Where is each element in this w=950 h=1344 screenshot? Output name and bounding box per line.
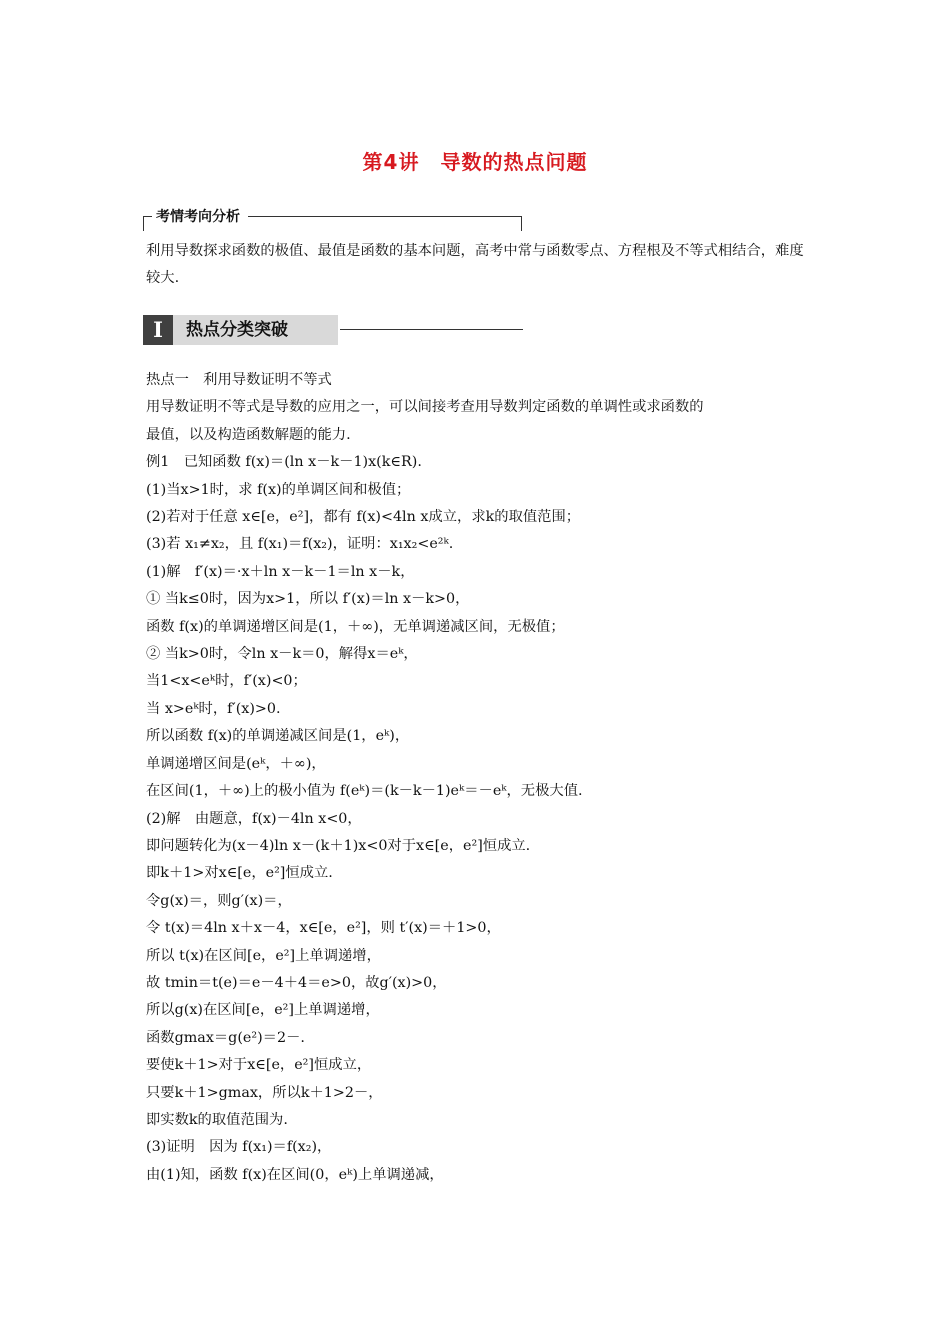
text-line: 函数gmax＝g(e²)＝2－.: [146, 1029, 305, 1046]
text-line: (3)证明 因为 f(x₁)＝f(x₂)，: [146, 1139, 332, 1156]
banner-rule: [340, 329, 523, 330]
page-title: 第4讲 导数的热点问题: [362, 150, 588, 174]
text-line: 即问题转化为(x－4)ln x－(k＋1)x<0对于x∈[e，e²]恒成立.: [146, 837, 531, 854]
text-line: 只要k＋1>gmax，所以k＋1>2－，: [146, 1084, 383, 1101]
text-line: 由(1)知，函数 f(x)在区间(0，eᵏ)上单调递减，: [146, 1166, 444, 1183]
section-banner: [143, 315, 338, 345]
text-line: 热点一 利用导数证明不等式: [146, 372, 332, 388]
text-line: 故 tmin＝t(e)＝e－4＋4＝e>0，故g′(x)>0，: [146, 974, 447, 991]
text-line: 所以 t(x)在区间[e，e²]上单调递增，: [146, 947, 381, 964]
section-header-exam-analysis: 考情考向分析: [152, 206, 248, 226]
text-line: 当 x>eᵏ时，f′(x)>0.: [146, 700, 281, 717]
text-line: 所以g(x)在区间[e，e²]上单调递增，: [146, 1002, 380, 1019]
text-line: 当1<x<eᵏ时，f′(x)<0；: [146, 673, 307, 690]
text-line: 即k＋1>对x∈[e，e²]恒成立.: [146, 865, 333, 882]
banner-roman-numeral: I: [143, 315, 173, 345]
text-line: (1)当x>1时，求 f(x)的单调区间和极值；: [146, 481, 411, 498]
text-line: (1)解 f′(x)＝·x＋ln x－k－1＝ln x－k，: [146, 563, 415, 580]
text-line: 要使k＋1>对于x∈[e，e²]恒成立，: [146, 1057, 372, 1074]
document-body: [146, 367, 811, 1189]
text-line: 最值，以及构造函数解题的能力.: [146, 426, 351, 443]
text-line: ① 当k≤0时，因为x>1，所以 f′(x)＝ln x－k>0，: [146, 591, 470, 608]
text-line: (3)若 x₁≠x₂，且 f(x₁)＝f(x₂)，证明：x₁x₂<e²ᵏ.: [146, 536, 454, 553]
text-line: (2)若对于任意 x∈[e，e²]，都有 f(x)<4ln x成立，求k的取值范围；: [146, 509, 581, 526]
text-line: 所以函数 f(x)的单调递减区间是(1，eᵏ)，: [146, 728, 410, 745]
text-line: 单调递增区间是(eᵏ，＋∞)，: [146, 755, 326, 772]
text-line: 令 t(x)＝4ln x＋x－4，x∈[e，e²]，则 t′(x)＝＋1>0，: [146, 920, 501, 937]
text-line: 在区间(1，＋∞)上的极小值为 f(eᵏ)＝(k－k－1)eᵏ＝－eᵏ，无极大值.: [146, 783, 583, 800]
exam-analysis-text: 利用导数探求函数的极值、最值是函数的基本问题，高考中常与函数零点、方程根及不等式相结合，难度较大.: [146, 243, 804, 286]
text-line: 例1 已知函数 f(x)＝(ln x－k－1)x(k∈R).: [146, 454, 422, 471]
text-line: ② 当k>0时，令ln x－k＝0，解得x＝eᵏ，: [146, 646, 418, 663]
text-line: (2)解 由题意，f(x)－4ln x<0，: [146, 810, 362, 827]
banner-title: 热点分类突破: [186, 320, 288, 340]
text-line: 即实数k的取值范围为.: [146, 1111, 288, 1128]
text-line: 函数 f(x)的单调递增区间是(1，＋∞)，无单调递减区间，无极值；: [146, 618, 565, 635]
text-line: 用导数证明不等式是导数的应用之一，可以间接考查用导数判定函数的单调性或求函数的: [146, 399, 704, 416]
text-line: 令g(x)＝，则g′(x)＝，: [146, 892, 292, 909]
